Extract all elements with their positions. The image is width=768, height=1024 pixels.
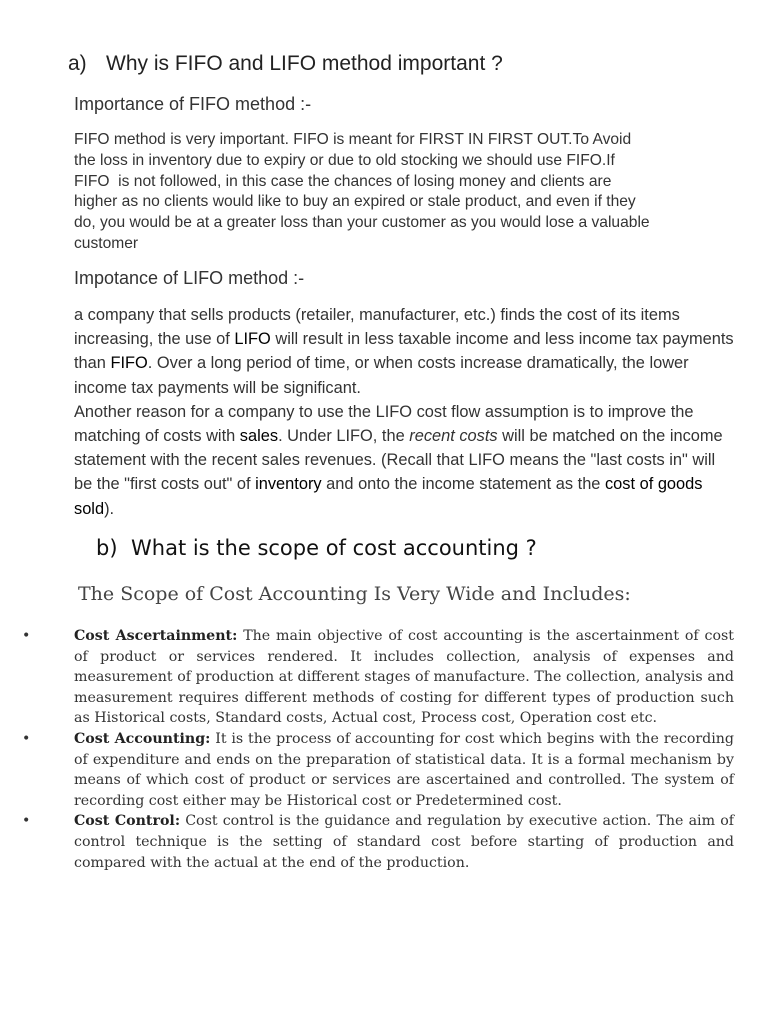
question-b-letter: b) — [96, 536, 118, 560]
lifo-paragraph-1 — [74, 303, 734, 400]
lifo-text: will be matched on the income statement with the recent sales revenues. (Recall that LIFO means the "last costs in" will be the "first costs out" of — [74, 427, 723, 494]
question-a-text: Why is FIFO and LIFO method important ? — [106, 52, 503, 75]
fifo-heading: Importance of FIFO method :- — [74, 94, 312, 114]
lifo-link-fifo: FIFO — [110, 354, 148, 373]
lifo-text: . Under LIFO, the — [278, 427, 410, 446]
scope-list-item — [22, 626, 734, 729]
fifo-line: higher as no clients would like to buy an expired or stale product, and even if they — [74, 193, 636, 211]
bullet-icon: • — [22, 730, 31, 747]
lifo-link-lifo: LIFO — [234, 330, 271, 349]
scope-list — [22, 626, 734, 873]
lifo-text: Another reason for a company to use the LIFO cost flow assumption is to improve the matching of costs with — [74, 402, 694, 446]
question-a-letter: a) — [68, 52, 87, 75]
scope-heading: The Scope of Cost Accounting Is Very Wide and Includes: — [78, 583, 631, 605]
bullet-icon: • — [22, 628, 31, 644]
scope-text: Cost control is the guidance and regulation by executive action. The aim of control technique is the setting of standard cost before starting of production and compared with the actual at the end of the production. — [74, 813, 734, 871]
lifo-recent-costs: recent costs — [409, 427, 498, 446]
fifo-line: customer — [74, 234, 139, 252]
scope-text: The main objective of cost accounting is the ascertainment of cost of product or services rendered. It includes collection, analysis of expenses and measurement of production at different stages of manufacture. The collection, analysis and measurement requires different methods of costing for different types of production such as Historical costs, Standard costs, Actual cost, Process cost, Operation cost etc. — [74, 628, 735, 727]
lifo-paragraphs — [74, 303, 734, 521]
scope-text: It is the process of accounting for cost which begins with the recording of expenditure and ends on the preparation of statistical data. It is a formal mechanism by means of which cost of product or services are ascertained and controlled. The system of recording cost either may be Historical cost or Predetermined cost. — [74, 730, 735, 809]
scope-list-item — [22, 811, 734, 873]
scope-term: Cost Accounting: — [74, 730, 211, 747]
question-b-text: What is the scope of cost accounting ? — [131, 536, 537, 560]
fifo-line: do, you would be at a greater loss than your customer as you would lose a valuable — [74, 214, 650, 232]
question-b-heading — [96, 536, 537, 560]
fifo-line: FIFO is not followed, in this case the chances of losing money and clients are — [74, 172, 612, 190]
scope-term: Cost Ascertainment: — [74, 628, 238, 644]
lifo-text: a company that sells products (retailer, manufacturer, etc.) finds the cost of its items increasing, the use of — [74, 306, 680, 349]
bullet-icon: • — [22, 813, 31, 830]
scope-term: Cost Control: — [74, 813, 181, 830]
lifo-link-cogs: cost of goods sold — [74, 475, 703, 518]
lifo-link-inventory: inventory — [255, 475, 322, 494]
lifo-heading: Impotance of LIFO method :- — [74, 268, 305, 288]
lifo-text: . Over a long period of time, or when costs increase dramatically, the lower income tax payments will be significant. — [74, 354, 689, 397]
fifo-paragraph — [74, 130, 734, 255]
fifo-line: the loss in inventory due to expiry or due to old stocking we should use FIFO.If — [74, 151, 615, 169]
question-a-heading — [68, 52, 503, 76]
lifo-text: ). — [104, 499, 115, 518]
lifo-link-sales: sales — [239, 427, 279, 446]
lifo-text: will result in less taxable income and less income tax payments than — [74, 330, 734, 373]
fifo-line: FIFO method is very important. FIFO is meant for FIRST IN FIRST OUT.To Avoid — [74, 131, 632, 148]
lifo-text: and onto the income statement as the — [321, 475, 605, 494]
scope-list-item — [22, 729, 734, 811]
lifo-paragraph-2 — [74, 400, 734, 521]
